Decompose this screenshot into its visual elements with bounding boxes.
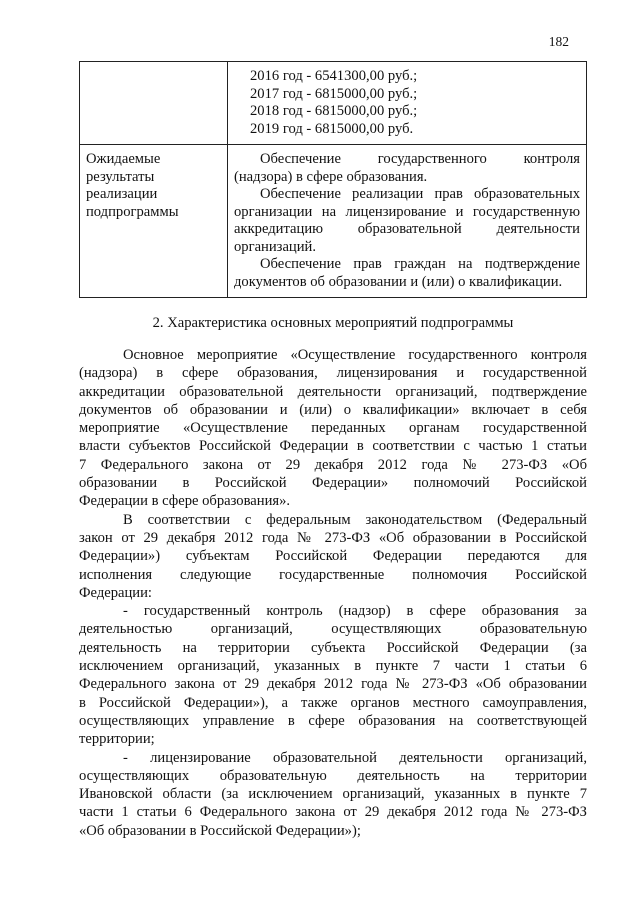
paragraph	[79, 602, 587, 748]
results-label-line: реализации	[86, 186, 158, 202]
result-item	[234, 151, 580, 186]
funding-line: 2019 год - 6815000,00 руб.	[250, 120, 414, 137]
text-line: Ивановской области (за исключением организаций, указанных в пункте 7	[79, 786, 587, 803]
text-line: «Об образовании в Российской Федерации»);	[79, 822, 361, 839]
results-label-line: результаты	[86, 168, 155, 185]
text-line: образовании в Российской Федерации» полномочий Российской	[79, 475, 587, 492]
result-line: (надзора) в сфере образования.	[234, 168, 428, 185]
funding-line: 2017 год - 6815000,00 руб.;	[250, 85, 418, 102]
text-line: власти субъектов Российской Федерации в соответствии с частью 1 статьи	[79, 438, 587, 455]
text-line: документов об образовании и (или) о квалификации» включает в себя	[79, 401, 587, 418]
page-number: 182	[548, 34, 569, 49]
section-title: 2. Характеристика основных мероприятий подпрограммы	[152, 315, 514, 331]
result-line: организации на лицензирование и государственную	[234, 203, 580, 220]
text-line: В соответствии с федеральным законодательством (Федеральный	[123, 511, 587, 528]
funding-row	[80, 62, 587, 145]
funding-label-cell	[80, 62, 228, 145]
text-line: - государственный контроль (надзор) в сфере образования за	[123, 603, 587, 620]
text-line: исполнения следующие государственные полномочия Российской	[79, 566, 587, 583]
text-line: деятельностью организаций, осуществляющих образовательную	[79, 621, 587, 638]
text-line: закон от 29 декабря 2012 года № 273-ФЗ «Об образовании в Российской	[79, 529, 587, 546]
result-line: Обеспечение прав граждан на подтверждение	[260, 256, 580, 272]
text-line: Федерального закона от 29 декабря 2012 года № 273-ФЗ «Об образовании	[79, 676, 587, 693]
result-item	[234, 186, 580, 256]
text-line: мероприятие «Осуществление переданных органам государственной	[79, 420, 587, 437]
text-line: 7 Федерального закона от 29 декабря 2012 года № 273-ФЗ «Об	[79, 456, 587, 473]
text-line: - лицензирование образовательной деятельности организаций,	[123, 749, 587, 766]
text-line: осуществляющих управление в сфере образования на соответствующей	[79, 712, 587, 729]
result-item	[234, 256, 580, 291]
text-line: Основное мероприятие «Осуществление государственного контроля	[123, 347, 587, 363]
text-line: осуществляющих образовательную деятельность на территории	[79, 767, 587, 784]
funding-line: 2016 год - 6541300,00 руб.;	[250, 68, 418, 84]
text-line: территории;	[79, 731, 155, 748]
results-row	[80, 145, 587, 298]
results-label-cell	[80, 145, 228, 298]
text-line: в Российской Федерации»), а также органов местного самоуправления,	[79, 694, 587, 711]
body-text	[79, 346, 587, 840]
funding-line: 2018 год - 6815000,00 руб.;	[250, 103, 418, 119]
text-line: (надзора) в сфере образования, лицензирования и государственной	[79, 365, 587, 382]
result-line: Обеспечение государственного контроля	[260, 151, 580, 167]
funding-cell	[228, 62, 587, 145]
text-line: аккредитации образовательной деятельности организаций, подтверждение	[79, 383, 587, 400]
result-line: Обеспечение реализации прав образовательных	[260, 186, 580, 202]
text-line: части 1 статьи 6 Федерального закона от 29 декабря 2012 года № 273-ФЗ	[79, 804, 587, 821]
subprogram-passport-table	[79, 61, 587, 298]
paragraph	[79, 749, 587, 840]
result-line: аккредитацию образовательной деятельности	[234, 221, 580, 237]
result-line: документов об образовании и (или) о квалификации.	[234, 273, 563, 290]
text-line: Федерации») субъектам Российской Федерации передаются для	[79, 548, 587, 565]
text-line: Федерации в сфере образования».	[79, 493, 291, 510]
text-line: Федерации:	[79, 584, 152, 601]
text-line: исключением организаций, указанных в пункте 7 части 1 статьи 6	[79, 658, 587, 675]
paragraph	[79, 346, 587, 511]
paragraph	[79, 511, 587, 602]
results-cell	[228, 145, 587, 298]
results-label-line: подпрограммы	[86, 203, 179, 220]
results-label-line: Ожидаемые	[86, 151, 161, 167]
text-line: деятельность на территории субъекта Российской Федерации (за	[79, 639, 587, 656]
result-line: организаций.	[234, 238, 316, 255]
